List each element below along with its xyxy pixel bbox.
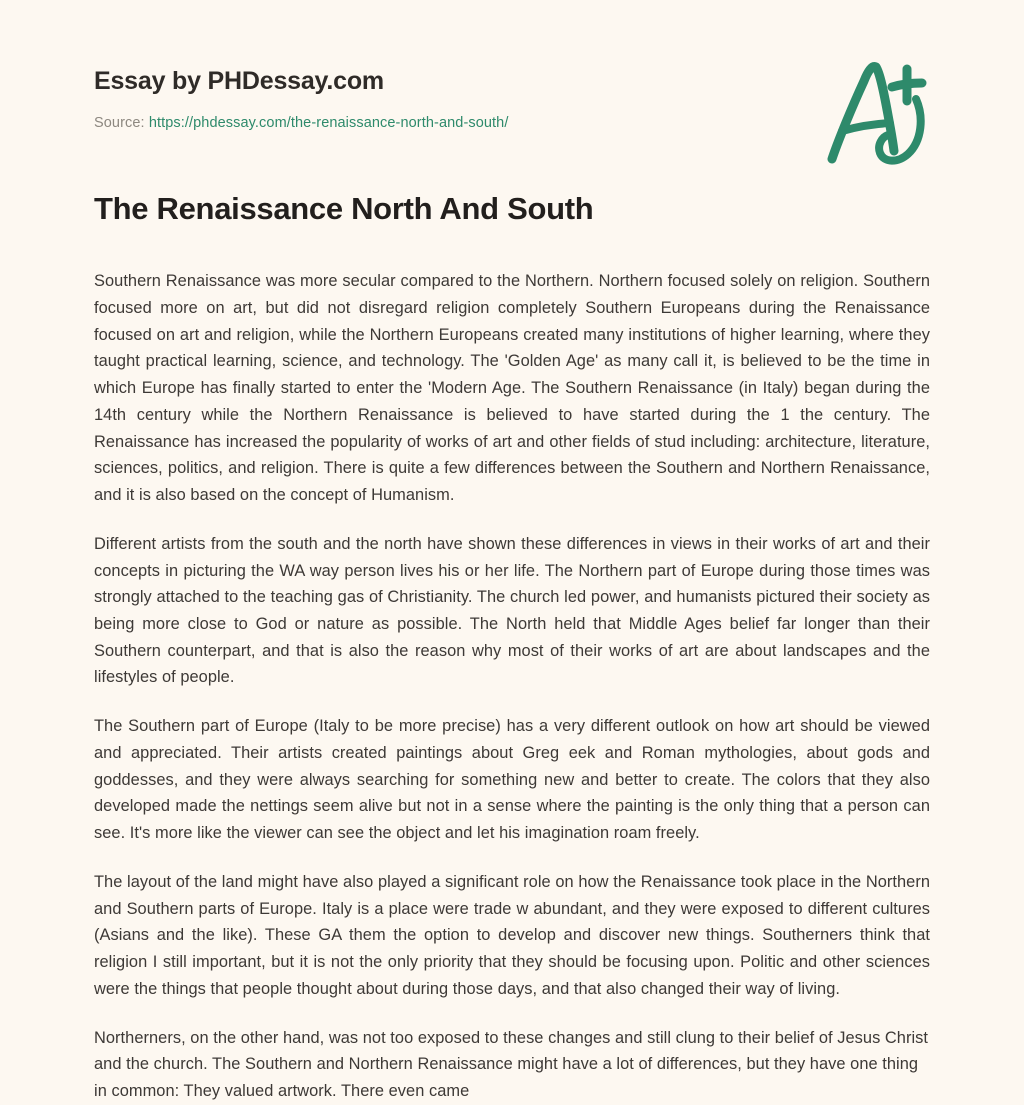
body-paragraph: Different artists from the south and the north have shown these differences in views in their works of art and their concepts in picturing the WA way person lives his or her life. The Northern part of Europe during those times was strongly attached to the teaching gas of Christianity. The church led power, and humanists pictured their society as being more close to God or nature as possible. The North held that Middle Ages belief far longer than their Southern counterpart, and that is also the reason why most of their works of art are about landscapes and the lifestyles of people. xyxy=(94,534,930,687)
brand-title: Essay by PHDessay.com xyxy=(94,67,384,95)
a-plus-logo-icon xyxy=(818,55,938,173)
source-line xyxy=(94,115,930,132)
body-paragraph: The Southern part of Europe (Italy to be more precise) has a very different outlook on how art should be viewed and appreciated. Their artists created paintings about Greg eek and Roman mythologies, about gods and goddesses, and they were always searching for something new and better to create. The colors that they also developed made the nettings seem alive but not in a sense where the painting is the only thing that a person can see. It's more like the viewer can see the object and let his imagination roam freely. xyxy=(94,717,930,843)
source-label: Source: xyxy=(94,114,149,131)
body-paragraph: Southern Renaissance was more secular compared to the Northern. Northern focused solely on religion. Southern focused more on art, but did not disregard religion completely Southern Europeans during the Renaissance focused on art and religion, while the Northern Europeans created many institutions of higher learning, where they taught practical learning, science, and technology. The 'Golden Age' as many call it, is believed to be the time in which Europe has finally started to enter the 'Modern Age. The Southern Renaissance (in Italy) began during the 14th century while the Northern Renaissance is believed to have started during the 1 the century. The Renaissance has increased the popularity of works of art and other fields of stud including: architecture, literature, sciences, politics, and religion. There is quite a few differences between the Southern and Northern Renaissance, and it is also based on the concept of Humanism. xyxy=(94,272,930,505)
page-header xyxy=(94,0,930,131)
source-url-link[interactable]: https://phdessay.com/the-renaissance-north-and-south/ xyxy=(148,114,509,131)
essay-body xyxy=(94,268,930,1105)
body-paragraph: Northerners, on the other hand, was not too exposed to these changes and still clung to their belief of Jesus Christ and the church. The Southern and Northern Renaissance might have a lot of differences, but they have one thing in common: They valued artwork. There even came xyxy=(94,1028,929,1101)
page-title: The Renaissance North And South xyxy=(94,191,594,226)
body-paragraph: The layout of the land might have also played a significant role on how the Renaissance took place in the Northern and Southern parts of Europe. Italy is a place were trade w abundant, and they were exposed to different cultures (Asians and the like). These GA them the option to develop and discover new things. Southerners think that religion I still important, but it is not the only priority that they should be focusing upon. Politic and other sciences were the things that people thought about during those days, and that also changed their way of living. xyxy=(94,872,930,998)
